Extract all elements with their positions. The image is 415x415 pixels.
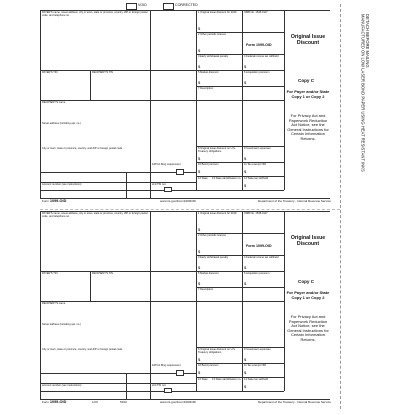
box5-label: 5 Market discount [198, 272, 219, 275]
omb-label: OMB No. 1545-0117 [244, 11, 268, 14]
box10-label: 10 Bond premium [198, 163, 219, 166]
box5-dollar: $ [198, 80, 201, 85]
fatca-label: FATCA filing requirement [152, 163, 181, 166]
box6-dollar: $ [244, 281, 247, 286]
box11-dollar: $ [244, 169, 247, 174]
box14-dollar: $ [244, 183, 247, 188]
box4-label: 4 Federal income tax withheld [244, 55, 279, 58]
box4-label: 4 Federal income tax withheld [244, 256, 279, 259]
box10-dollar: $ [198, 370, 201, 375]
box9-label: 9 Investment expenses [244, 147, 271, 150]
box2-dollar: $ [198, 48, 201, 53]
privacy-label: For Privacy Act and Paperwork Reduction Act Notice, see the General Instructions for Certain Information Returns. [287, 314, 329, 342]
form-title: Original Issue Discount [290, 34, 326, 46]
box12-label: 12 State [198, 177, 208, 180]
recipient-tin-label: RECIPIENT'S TIN [92, 272, 113, 275]
box2-label: 2 Other periodic interest [198, 234, 226, 237]
box14-dollar: $ [244, 384, 247, 389]
manufactured-text: MANUFACTURED ON LOW LASER BOND PAPER USING HEAT RESISTANT INKS [360, 14, 366, 172]
box5-label: 5 Market discount [198, 71, 219, 74]
box10-dollar: $ [198, 169, 201, 174]
tin2-checkbox[interactable] [164, 388, 172, 393]
box9-label: 9 Investment expenses [244, 348, 271, 351]
footer-form-name: 1099-OID [49, 400, 67, 404]
fatca-label: FATCA filing requirement [152, 364, 181, 367]
tin2-label: 2nd TIN not. [152, 183, 167, 186]
detach-text: DETACH BEFORE MAILING [365, 14, 370, 68]
box4-dollar: $ [244, 265, 247, 270]
side-instructions [355, 14, 369, 314]
vertical-perforation [340, 4, 341, 409]
void-checkbox[interactable] [126, 3, 137, 10]
box8-label: 8 Original issue discount on U.S. Treasury obligations [198, 147, 236, 153]
footer-form-label: Form 1099-OID [42, 199, 67, 203]
privacy-label: For Privacy Act and Paperwork Reduction Act Notice, see the General Instructions for Certain Information Returns. [287, 113, 329, 141]
box7-label: 7 Description [198, 288, 214, 291]
box7-label: 7 Description [198, 87, 214, 90]
box11-dollar: $ [244, 370, 247, 375]
corrected-label: CORRECTED [175, 3, 198, 7]
omb-label: OMB No. 1545-0117 [244, 212, 268, 215]
payer-name-label: PAYER'S name, street address, city or town, state or province, country, ZIP or foreign postal code, and telephone no. [42, 212, 148, 218]
loc-code: LOC [92, 400, 99, 404]
payer-tin-label: PAYER'S TIN [42, 71, 58, 74]
box1-label: 1 Original issue discount for 2019 [198, 212, 237, 215]
box14-label: 14 State tax withheld [244, 177, 269, 180]
for-payer-label: For Payer and/or State Copy 1 or Copy 2 [286, 89, 330, 99]
box4-dollar: $ [244, 64, 247, 69]
box8-dollar: $ [198, 357, 201, 362]
box1-label: 1 Original issue discount for 2019 [198, 11, 237, 14]
box3-dollar: $ [198, 265, 201, 270]
footer-url: www.irs.gov/Form1099OID [160, 199, 196, 203]
recipient-name-label: RECIPIENT'S name [42, 302, 66, 305]
footer-form-label: Form 1099-OID [42, 400, 67, 404]
footer-dept: Department of the Treasury - Internal Revenue Service [258, 400, 331, 404]
fatca-checkbox[interactable] [176, 169, 184, 175]
box13-label: 13 State identification no. [212, 378, 242, 381]
account-label: Account number (see instructions) [42, 183, 82, 186]
horizontal-perforation [40, 209, 340, 210]
tin2-checkbox[interactable] [164, 187, 172, 192]
recipient-name-label: RECIPIENT'S name [42, 101, 66, 104]
box2-label: 2 Other periodic interest [198, 33, 226, 36]
footer-dept: Department of the Treasury - Internal Revenue Service [258, 199, 331, 203]
box14-label: 14 State tax withheld [244, 378, 269, 381]
box9-dollar: $ [244, 156, 247, 161]
copy-label: Copy C [298, 279, 315, 284]
corrected-checkbox[interactable] [163, 3, 174, 10]
footer-form-name: 1099-OID [49, 199, 67, 203]
box9-dollar: $ [244, 357, 247, 362]
box1-dollar: $ [198, 227, 201, 232]
box10-label: 10 Bond premium [198, 364, 219, 367]
footer-url: www.irs.gov/Form1099OID [160, 400, 196, 404]
account-label: Account number (see instructions) [42, 384, 82, 387]
box13-label: 13 State identification no. [212, 177, 242, 180]
box11-label: 11 Tax-exempt OID [244, 163, 267, 166]
box8-dollar: $ [198, 156, 201, 161]
box5-dollar: $ [198, 281, 201, 286]
box3-label: 3 Early withdrawal penalty [198, 55, 229, 58]
fatca-checkbox[interactable] [176, 370, 184, 376]
city-label: City or town, state or province, country, and ZIP or foreign postal code [42, 147, 123, 150]
tin2-label: 2nd TIN not. [152, 384, 167, 387]
box12-label: 12 State [198, 378, 208, 381]
for-payer-label: For Payer and/or State Copy 1 or Copy 2 [286, 290, 330, 300]
box2-dollar: $ [198, 249, 201, 254]
box3-dollar: $ [198, 64, 201, 69]
box11-label: 11 Tax-exempt OID [244, 364, 267, 367]
box8-label: 8 Original issue discount on U.S. Treasury obligations [198, 348, 236, 354]
form-title: Original Issue Discount [290, 235, 326, 247]
box6-label: 6 Acquisition premium [244, 71, 270, 74]
box1-dollar: $ [198, 26, 201, 31]
form-name: Form 1099-OID [246, 43, 272, 47]
copy-label: Copy C [298, 78, 315, 83]
recipient-tin-label: RECIPIENT'S TIN [92, 71, 113, 74]
product-code: 5160 [120, 400, 127, 404]
payer-name-label: PAYER'S name, street address, city or town, state or province, country, ZIP or foreign postal code, and telephone no. [42, 11, 148, 17]
form-name: Form 1099-OID [246, 244, 272, 248]
city-label: City or town, state or province, country, and ZIP or foreign postal code [42, 348, 123, 351]
box6-dollar: $ [244, 80, 247, 85]
box6-label: 6 Acquisition premium [244, 272, 270, 275]
street-label: Street address (including apt. no.) [42, 323, 81, 326]
payer-tin-label: PAYER'S TIN [42, 272, 58, 275]
box3-label: 3 Early withdrawal penalty [198, 256, 229, 259]
void-label: VOID [138, 3, 147, 7]
street-label: Street address (including apt. no.) [42, 122, 81, 125]
